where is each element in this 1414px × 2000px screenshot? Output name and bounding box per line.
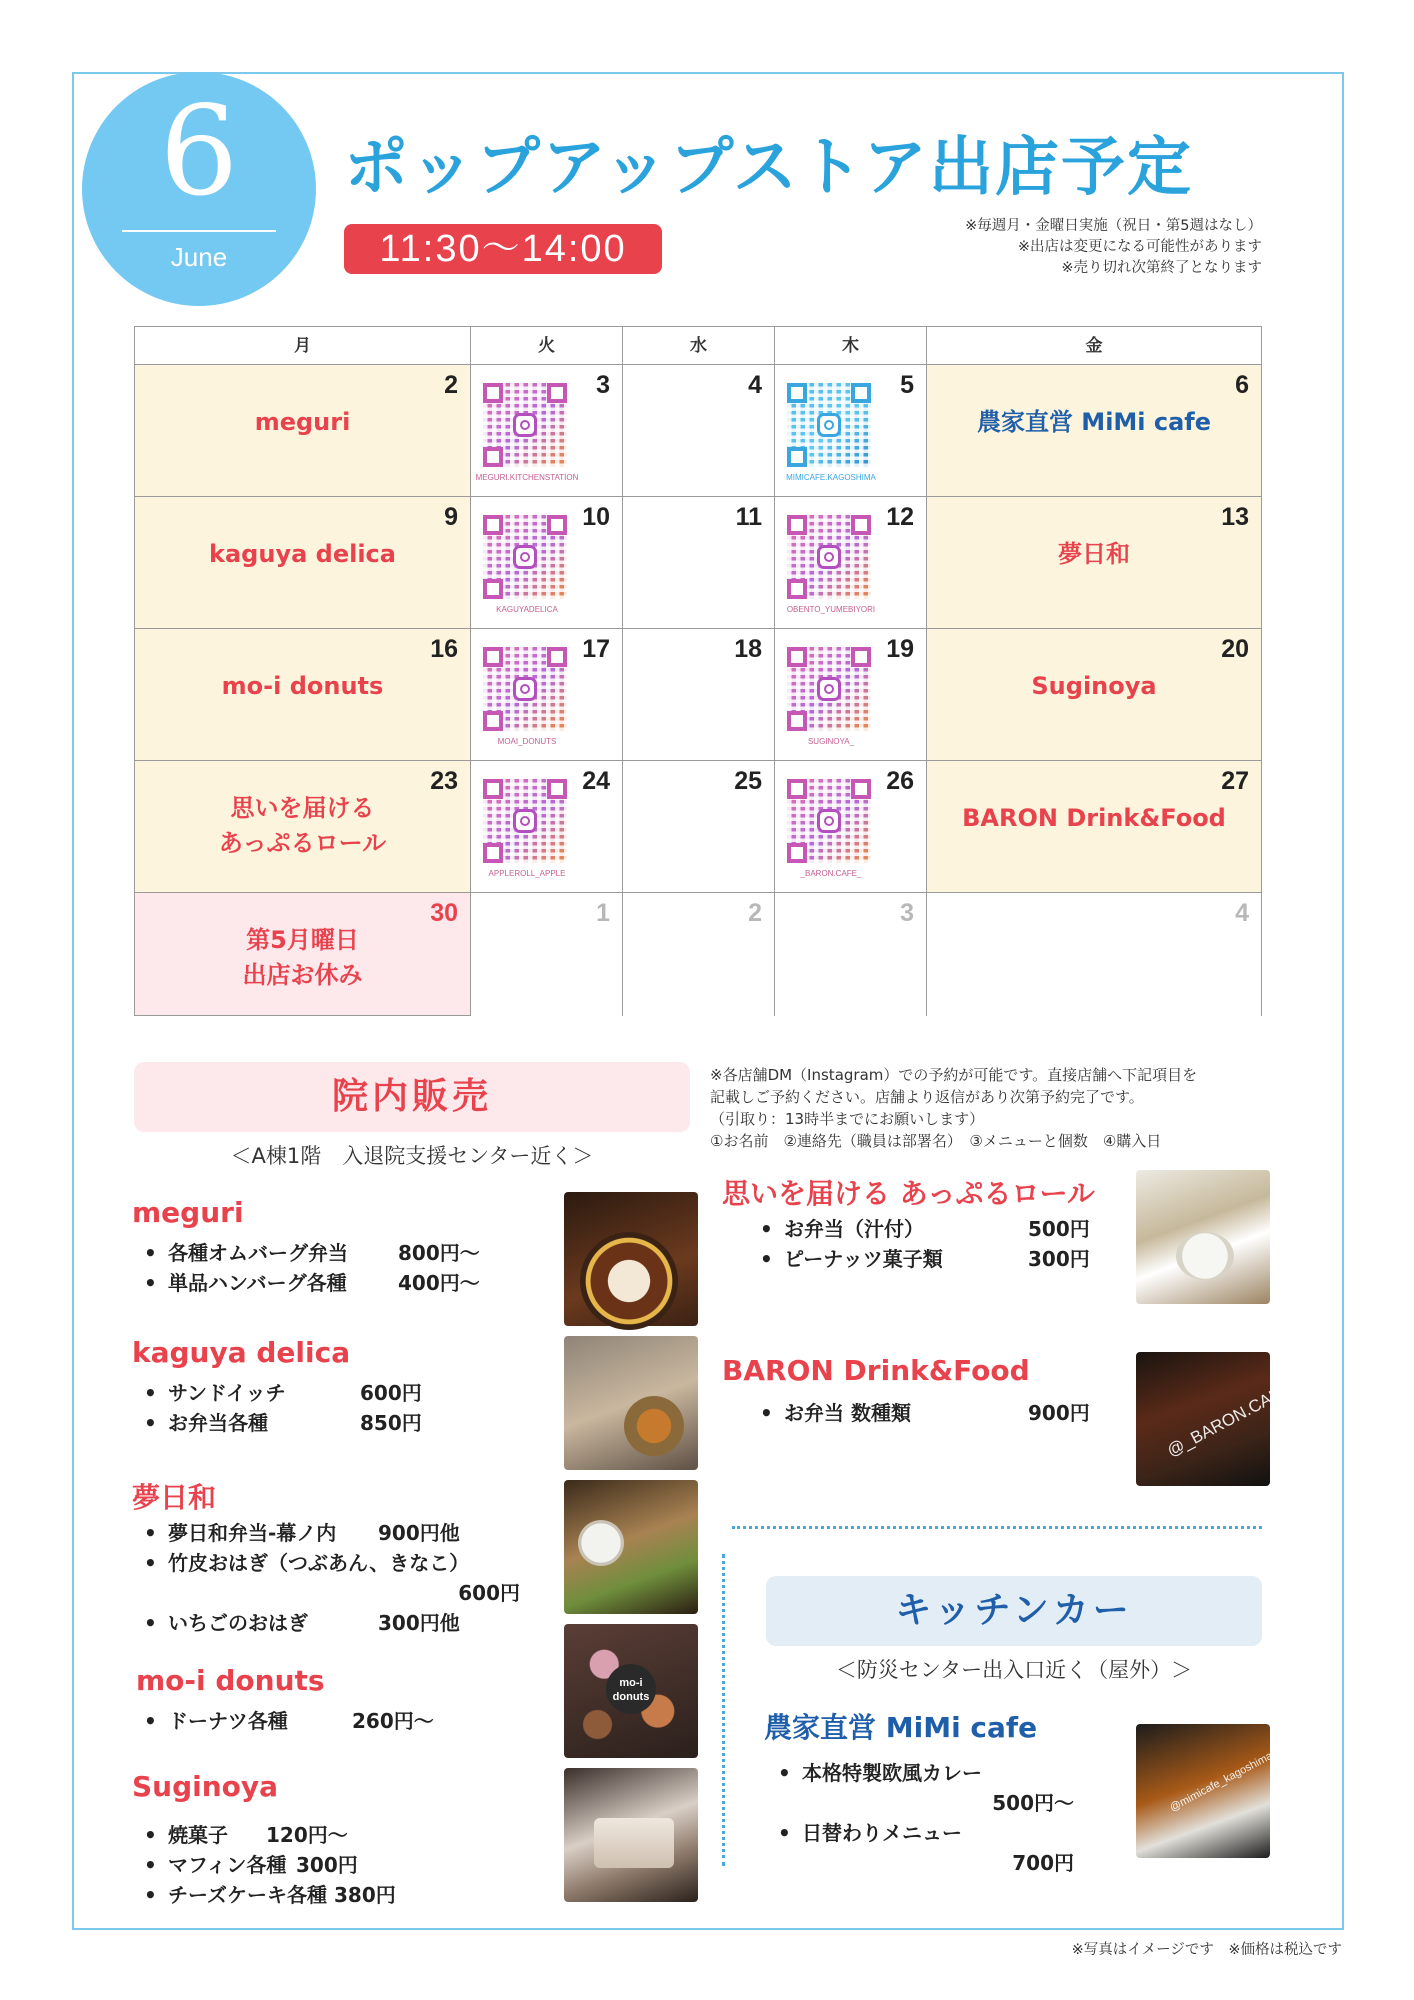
calendar-cell xyxy=(622,760,774,892)
calendar-cell xyxy=(470,892,622,1016)
qr-caption: MIMICAFE.KAGOSHIMA xyxy=(786,473,876,482)
header-note: ※出店は変更になる可能性があります xyxy=(1017,239,1262,255)
vendor-name xyxy=(135,791,470,861)
section-title-kitchen-car: キッチンカー xyxy=(766,1576,1262,1646)
calendar-cell xyxy=(134,892,470,1016)
instagram-qr-code[interactable] xyxy=(483,515,567,599)
instagram-icon xyxy=(817,809,841,833)
food-photo-appleroll xyxy=(1136,1170,1270,1304)
instagram-qr-code[interactable] xyxy=(787,515,871,599)
list-item: • 各種オムバーグ弁当 800円〜 xyxy=(140,1238,560,1268)
holiday-note-line: 出店お休み xyxy=(242,961,363,989)
shop-title-yumebiyori: 夢日和 xyxy=(132,1481,217,1514)
day-number: 9 xyxy=(444,503,458,531)
qr-caption: SUGINOYA_ xyxy=(807,737,855,746)
holiday-note xyxy=(135,923,470,993)
weekday-tue: 火 xyxy=(470,326,622,364)
vendor-name: 夢日和 xyxy=(1058,540,1130,568)
day-number: 16 xyxy=(430,635,458,663)
instagram-qr-code[interactable] xyxy=(483,647,567,731)
day-number: 4 xyxy=(748,371,762,399)
day-number: 24 xyxy=(582,767,610,795)
list-item: • チーズケーキ各種 380円 xyxy=(140,1880,560,1910)
day-number: 27 xyxy=(1221,767,1249,795)
kitchen-location: ＜防災センター出入口近く（屋外）＞ xyxy=(835,1658,1193,1682)
calendar-cell xyxy=(774,364,926,496)
instagram-icon xyxy=(817,677,841,701)
moi-logo: mo-i donuts xyxy=(606,1664,656,1714)
calendar-cell xyxy=(926,760,1262,892)
food-photo-meguri xyxy=(564,1192,698,1326)
instagram-icon xyxy=(513,809,537,833)
day-number: 30 xyxy=(430,899,458,927)
calendar-cell xyxy=(774,496,926,628)
instagram-qr-code[interactable] xyxy=(787,647,871,731)
item-list xyxy=(140,1820,560,1910)
day-number: 18 xyxy=(734,635,762,663)
month-divider xyxy=(122,230,276,232)
vendor-name: mo-i donuts xyxy=(221,672,384,700)
calendar-cell xyxy=(470,364,622,496)
day-number: 20 xyxy=(1221,635,1249,663)
list-item: • マフィン各種 300円 xyxy=(140,1850,560,1880)
list-item: • 焼菓子 120円〜 xyxy=(140,1820,560,1850)
vendor-name-line: あっぷるロール xyxy=(218,829,387,857)
vendor-name: kaguya delica xyxy=(209,540,396,568)
qr-caption: _BARON.CAFE_ xyxy=(800,869,862,878)
section-divider xyxy=(732,1526,1262,1529)
instagram-qr-code[interactable] xyxy=(787,383,871,467)
item-list xyxy=(140,1238,560,1298)
baron-watermark: @_BARON.CAFE_ xyxy=(1163,1374,1303,1461)
list-item: • ピーナッツ菓子類 300円 xyxy=(756,1244,1116,1274)
reservation-note: ※各店舗DM（Instagram）での予約が可能です。直接店舗へ下記項目を xyxy=(710,1066,1198,1084)
list-item: • 竹皮おはぎ（つぶあん、きなこ） 600円 xyxy=(140,1548,520,1608)
food-photo-suginoya xyxy=(564,1768,698,1902)
day-number: 2 xyxy=(444,371,458,399)
month-number: 6 xyxy=(159,80,239,224)
holiday-note-line: 第5月曜日 xyxy=(246,926,359,954)
food-photo-mimi-cafe xyxy=(1136,1724,1275,1858)
instagram-qr-code[interactable] xyxy=(787,779,871,863)
time-badge: 11:30〜14:00 xyxy=(344,224,662,274)
instagram-icon xyxy=(513,413,537,437)
list-item: • 単品ハンバーグ各種 400円〜 xyxy=(140,1268,560,1298)
vendor-name: 農家直営 MiMi cafe xyxy=(976,408,1212,436)
qr-caption: MEGURI.KITCHENSTATION xyxy=(475,473,579,482)
calendar-cell xyxy=(926,496,1262,628)
reservation-note: 記載しご予約ください。店舗より返信があり次第予約完了です。 xyxy=(710,1088,1144,1106)
vendor-name: BARON Drink&Food xyxy=(962,804,1226,832)
day-number: 17 xyxy=(582,635,610,663)
page-title: ポップアップストア出店予定 xyxy=(344,131,1194,205)
list-item: • お弁当（汁付） 500円 xyxy=(756,1214,1116,1244)
instagram-icon xyxy=(513,677,537,701)
calendar-cell xyxy=(926,628,1262,760)
day-number: 13 xyxy=(1221,503,1249,531)
instagram-qr-code[interactable] xyxy=(483,779,567,863)
weekday-mon: 月 xyxy=(134,326,470,364)
day-number: 5 xyxy=(900,371,914,399)
calendar-cell xyxy=(134,364,470,496)
calendar xyxy=(134,326,1262,1016)
qr-caption: MOAI_DONUTS xyxy=(497,737,557,746)
reservation-note: （引取り：13時半までにお願いします） xyxy=(710,1110,985,1128)
item-list xyxy=(140,1518,520,1638)
calendar-cell xyxy=(134,496,470,628)
instagram-qr-code[interactable] xyxy=(483,383,567,467)
month-badge xyxy=(82,72,316,306)
food-photo-baron xyxy=(1136,1352,1303,1486)
section-divider-vertical xyxy=(722,1554,725,1866)
shop-title-meguri: meguri xyxy=(132,1196,244,1229)
list-item: • いちごのおはぎ 300円他 xyxy=(140,1608,520,1638)
day-number: 1 xyxy=(596,899,610,927)
item-list xyxy=(774,1758,1074,1878)
header-notes xyxy=(800,216,1262,279)
day-number: 3 xyxy=(900,899,914,927)
weekday-wed: 水 xyxy=(622,326,774,364)
calendar-cell xyxy=(622,496,774,628)
item-list xyxy=(140,1378,560,1438)
day-number: 23 xyxy=(430,767,458,795)
instagram-icon xyxy=(513,545,537,569)
list-item: • サンドイッチ 600円 xyxy=(140,1378,560,1408)
innai-location: ＜A棟1階 入退院支援センター近く＞ xyxy=(230,1144,594,1168)
day-number: 11 xyxy=(735,503,762,531)
shop-title-mimi-cafe: 農家直営 MiMi cafe xyxy=(764,1711,1038,1744)
calendar-cell xyxy=(926,892,1262,1016)
item-list xyxy=(140,1706,560,1736)
calendar-cell xyxy=(470,628,622,760)
reservation-notes xyxy=(710,1064,1330,1152)
food-photo-kaguya xyxy=(564,1336,698,1470)
header-note: ※毎週月・金曜日実施（祝日・第5週はなし） xyxy=(965,218,1262,234)
qr-caption: OBENTO_YUMEBIYORI xyxy=(786,605,876,614)
vendor-name-line: 思いを届ける xyxy=(230,794,375,822)
day-number: 4 xyxy=(1235,899,1249,927)
qr-caption: KAGUYADELICA xyxy=(496,605,558,614)
day-number: 6 xyxy=(1235,371,1249,399)
calendar-cell xyxy=(774,892,926,1016)
day-number: 12 xyxy=(886,503,914,531)
day-number: 25 xyxy=(734,767,762,795)
instagram-icon xyxy=(817,413,841,437)
vendor-name: Suginoya xyxy=(1031,672,1157,700)
mimi-watermark: @mimicafe_kagoshima xyxy=(1167,1749,1275,1815)
footer-note: ※写真はイメージです ※価格は税込です xyxy=(1071,1942,1342,1958)
list-item: • お弁当 数種類 900円 xyxy=(756,1398,1116,1428)
calendar-cell xyxy=(622,628,774,760)
vendor-name: meguri xyxy=(254,408,351,436)
list-item: • 本格特製欧風カレー 500円〜 xyxy=(774,1758,1074,1818)
item-list xyxy=(756,1398,1116,1428)
day-number: 10 xyxy=(582,503,610,531)
list-item: • お弁当各種 850円 xyxy=(140,1408,560,1438)
section-title-innai: 院内販売 xyxy=(134,1062,690,1132)
food-photo-moi-donuts xyxy=(564,1624,698,1758)
day-number: 19 xyxy=(886,635,914,663)
list-item: • 日替わりメニュー 700円 xyxy=(774,1818,1074,1878)
calendar-cell xyxy=(470,760,622,892)
shop-title-kaguya: kaguya delica xyxy=(132,1336,351,1369)
calendar-cell xyxy=(134,628,470,760)
weekday-fri: 金 xyxy=(926,326,1262,364)
instagram-icon xyxy=(817,545,841,569)
list-item: • ドーナツ各種 260円〜 xyxy=(140,1706,560,1736)
day-number: 2 xyxy=(748,899,762,927)
calendar-cell xyxy=(926,364,1262,496)
day-number: 26 xyxy=(886,767,914,795)
day-number: 3 xyxy=(596,371,610,399)
calendar-cell xyxy=(470,496,622,628)
calendar-cell xyxy=(134,760,470,892)
calendar-cell xyxy=(774,628,926,760)
shop-title-suginoya: Suginoya xyxy=(132,1770,279,1803)
item-list xyxy=(756,1214,1116,1274)
calendar-cell xyxy=(622,364,774,496)
reservation-note: ①お名前 ②連絡先（職員は部署名） ③メニューと個数 ④購入日 xyxy=(710,1132,1162,1150)
qr-caption: APPLEROLL_APPLE xyxy=(488,869,566,878)
month-name: June xyxy=(170,242,228,272)
food-photo-yumebiyori xyxy=(564,1480,698,1614)
calendar-cell xyxy=(622,892,774,1016)
calendar-cell xyxy=(774,760,926,892)
shop-title-baron: BARON Drink&Food xyxy=(722,1354,1030,1387)
list-item: • 夢日和弁当-幕ノ内 900円他 xyxy=(140,1518,520,1548)
shop-title-appleroll: 思いを届ける あっぷるロール xyxy=(722,1177,1095,1210)
header-note: ※売り切れ次第終了となります xyxy=(1061,260,1262,276)
weekday-thu: 木 xyxy=(774,326,926,364)
shop-title-moi-donuts: mo-i donuts xyxy=(136,1664,325,1697)
